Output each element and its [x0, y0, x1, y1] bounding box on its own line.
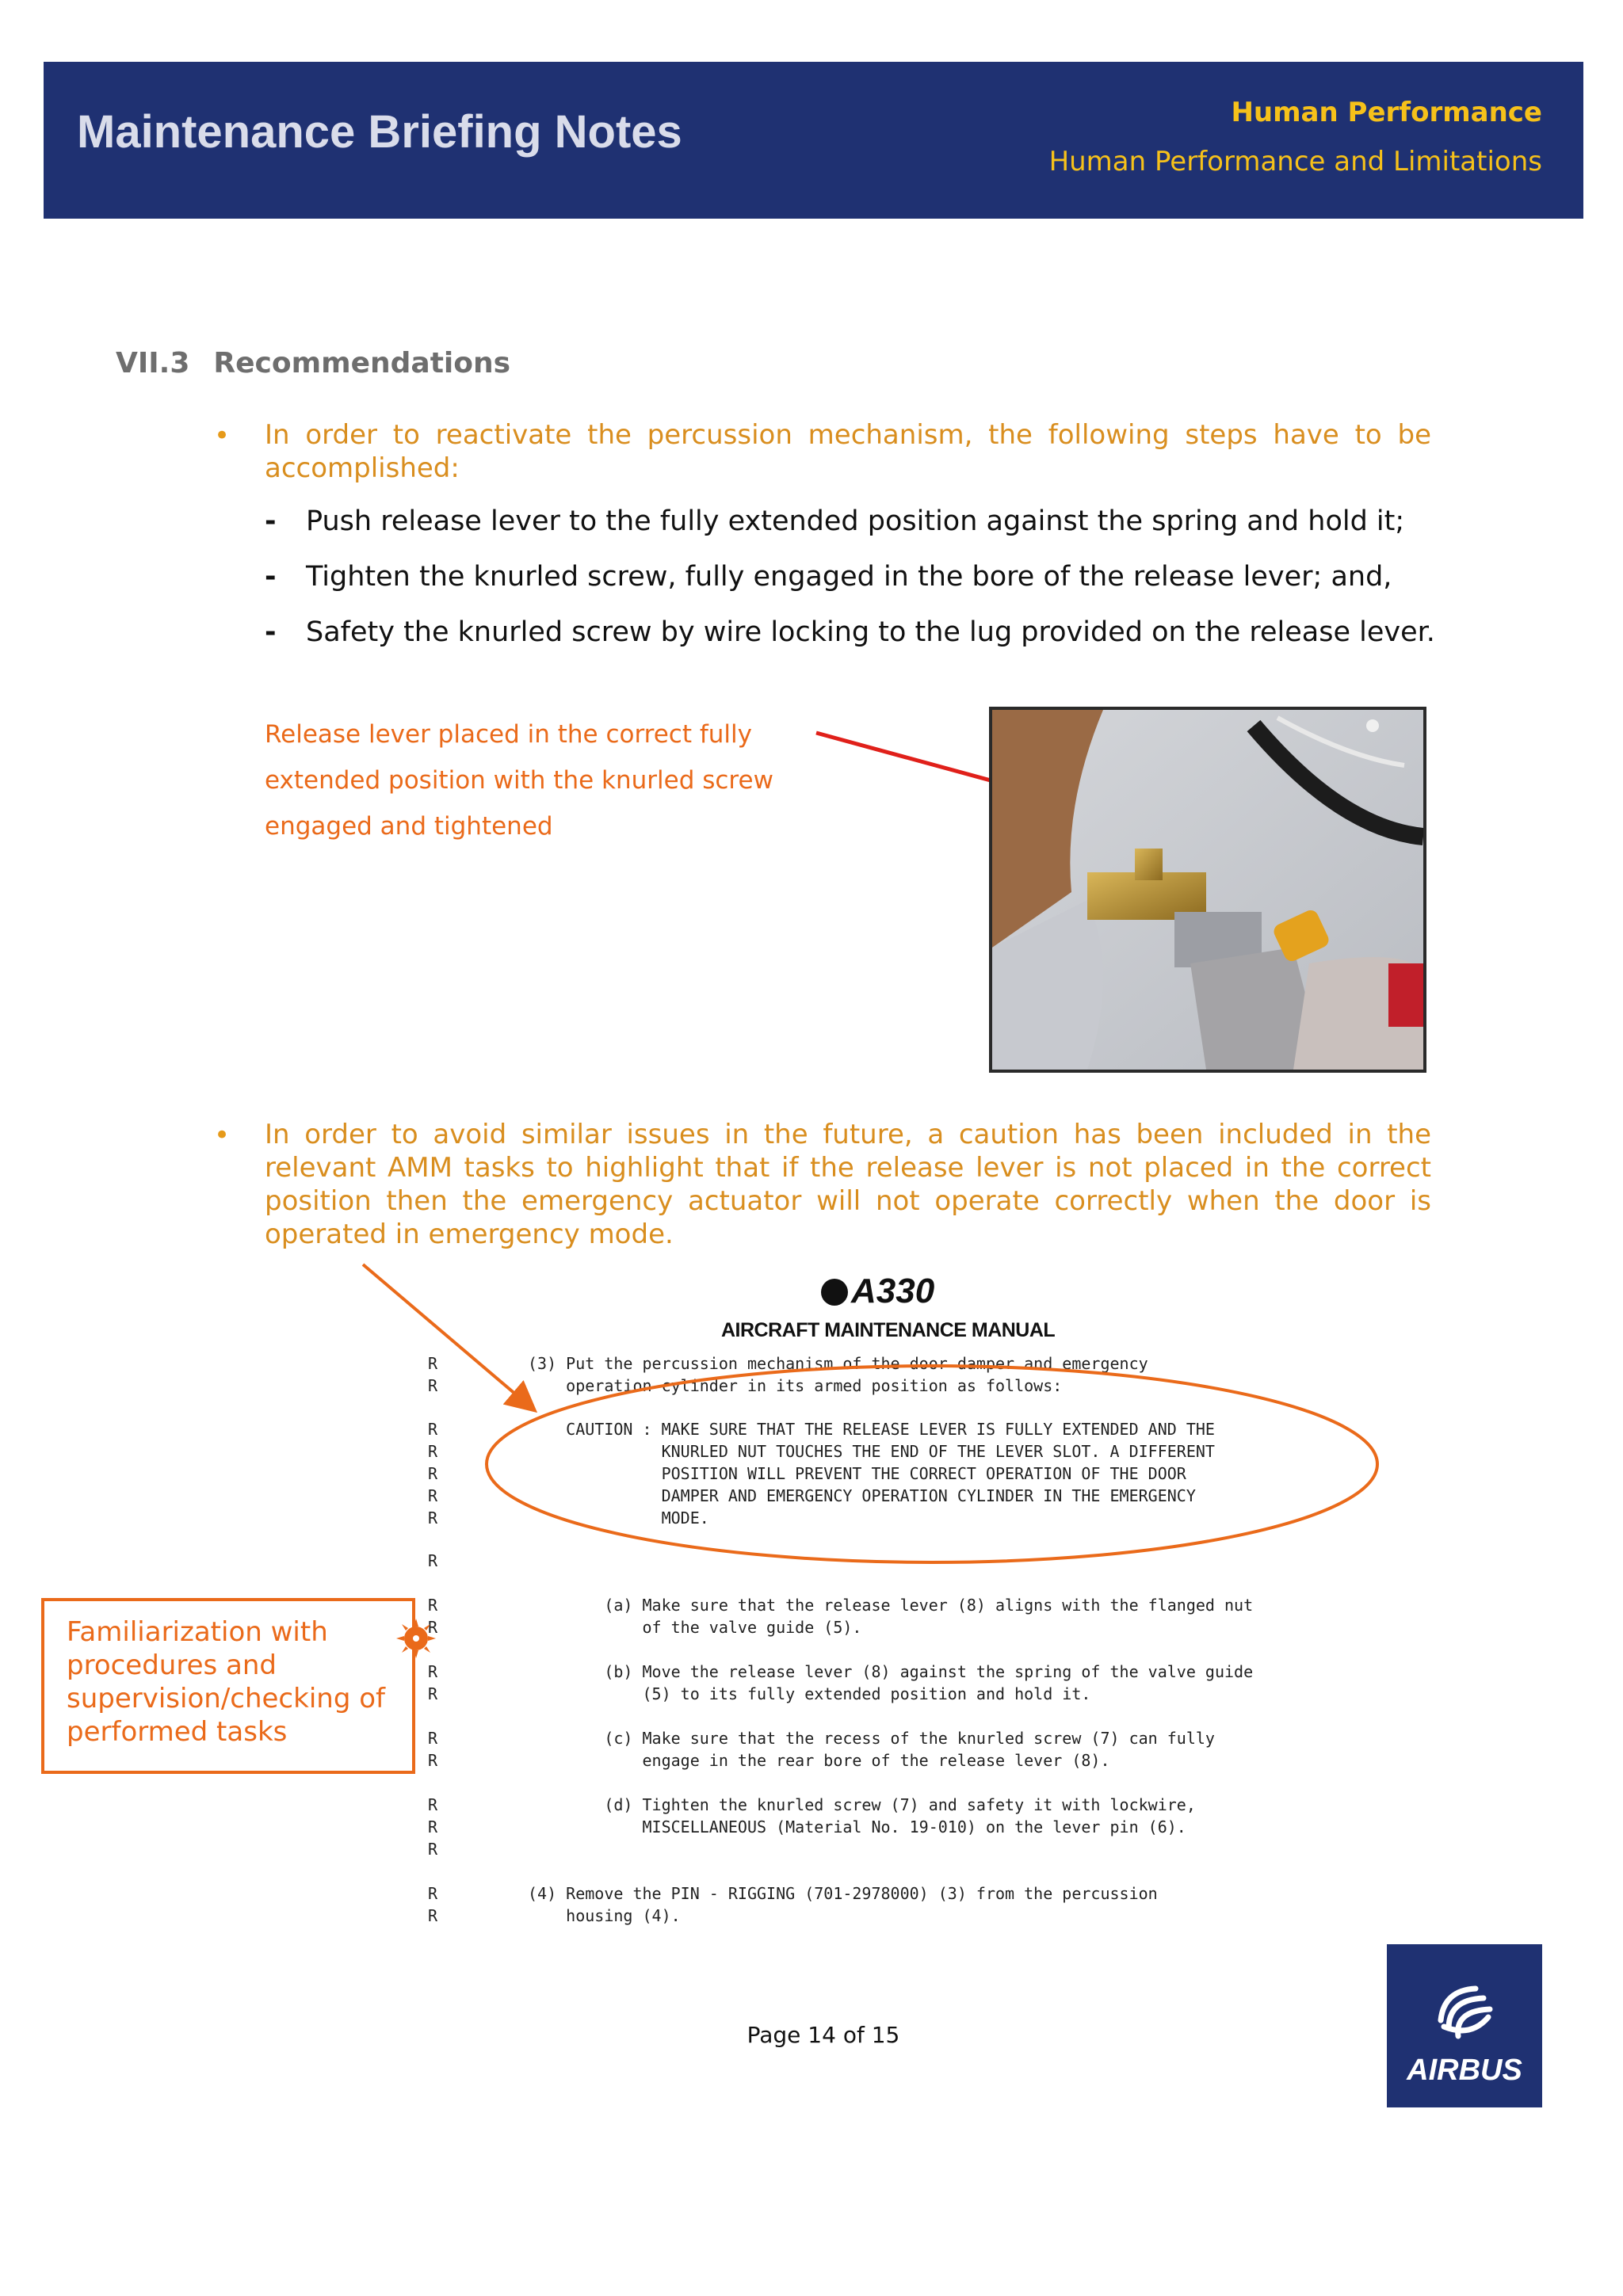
revision-mark: R — [428, 1618, 438, 1637]
document-title: Maintenance Briefing Notes — [77, 106, 682, 158]
amm-manual-title: AIRCRAFT MAINTENANCE MANUAL — [721, 1319, 1056, 1341]
airbus-wordmark: AIRBUS — [1407, 2054, 1522, 2087]
sun-icon — [396, 1619, 436, 1658]
bullet-paragraph-1: In order to reactivate the percussion mechanism, the following steps have to be accomplished: — [265, 419, 1431, 484]
revision-mark: R — [428, 1729, 438, 1748]
revision-mark: R — [428, 1751, 438, 1770]
revision-mark: R — [428, 1376, 438, 1395]
revision-mark: R — [428, 1906, 438, 1925]
revision-mark: R — [428, 1420, 438, 1439]
revision-mark: R — [428, 1508, 438, 1527]
revision-mark: R — [428, 1840, 438, 1859]
header-subtopic: Human Performance and Limitations — [1048, 146, 1542, 177]
caption-line: Release lever placed in the correct fully — [265, 720, 752, 749]
caption-line: extended position with the knurled screw — [265, 766, 773, 795]
bullet-marker: • — [214, 1119, 231, 1151]
amm-line: POSITION WILL PREVENT THE CORRECT OPERATION OF THE DOOR — [528, 1464, 1186, 1483]
airbus-swirl-icon — [1428, 1976, 1501, 2049]
amm-line: (d) Tighten the knurled screw (7) and safety it with lockwire, — [528, 1795, 1196, 1814]
orange-arrow — [363, 1264, 533, 1409]
step-text: Tighten the knurled screw, fully engaged in the bore of the release lever; and, — [306, 561, 1392, 593]
step-item: - Tighten the knurled screw, fully engaged in the bore of the release lever; and, — [265, 561, 1392, 593]
amm-line: (3) Put the percussion mechanism of the door damper and emergency — [528, 1354, 1148, 1373]
revision-mark: R — [428, 1795, 438, 1814]
caption-line: engaged and tightened — [265, 812, 553, 841]
callout-box — [41, 1598, 415, 1774]
revision-mark: R — [428, 1486, 438, 1505]
amm-line: DAMPER AND EMERGENCY OPERATION CYLINDER IN THE EMERGENCY — [528, 1486, 1196, 1505]
amm-line: (5) to its fully extended position and hold it. — [528, 1684, 1091, 1703]
amm-line: MODE. — [528, 1508, 709, 1527]
amm-line: (c) Make sure that the recess of the knurled screw (7) can fully — [528, 1729, 1215, 1748]
revision-mark: R — [428, 1684, 438, 1703]
revision-mark: R — [428, 1884, 438, 1903]
step-text: Push release lever to the fully extended position against the spring and hold it; — [306, 505, 1405, 537]
caution-ellipse — [487, 1366, 1377, 1562]
callout-text: Familiarization with procedures and supervision/checking of performed tasks — [67, 1616, 385, 1748]
bullet-paragraph-2: In order to avoid similar issues in the future, a caution has been included in the relevant AMM tasks to highlight that if the release lever is not placed in the correct position then the emergency actuator will not operate correctly when the door is operated in emergency mode. — [265, 1119, 1431, 1250]
amm-line: engage in the rear bore of the release lever (8). — [528, 1751, 1110, 1770]
amm-line: (b) Move the release lever (8) against the spring of the valve guide — [528, 1662, 1254, 1681]
section-title: Recommendations — [213, 347, 511, 379]
amm-line: CAUTION : MAKE SURE THAT THE RELEASE LEVER IS FULLY EXTENDED AND THE — [528, 1420, 1215, 1439]
revision-mark: R — [428, 1596, 438, 1615]
airbus-logo — [1387, 1944, 1542, 2107]
amm-line: housing (4). — [528, 1906, 681, 1925]
revision-mark: R — [428, 1551, 438, 1570]
section-number: VII.3 — [116, 347, 190, 379]
amm-aircraft-title: A330 — [821, 1272, 934, 1311]
page-number: Page 14 of 15 — [747, 2022, 900, 2048]
revision-mark: R — [428, 1817, 438, 1836]
release-lever-photo — [989, 707, 1426, 1073]
amm-line: MISCELLANEOUS (Material No. 19-010) on the lever pin (6). — [528, 1817, 1186, 1836]
amm-line: (a) Make sure that the release lever (8) aligns with the flanged nut — [528, 1596, 1254, 1615]
step-text: Safety the knurled screw by wire locking to the lug provided on the release lever. — [306, 616, 1435, 648]
caution-highlight — [0, 1228, 1623, 1577]
amm-line: of the valve guide (5). — [528, 1618, 862, 1637]
amm-line: KNURLED NUT TOUCHES THE END OF THE LEVER SLOT. A DIFFERENT — [528, 1442, 1215, 1461]
step-item: - Safety the knurled screw by wire locking to the lug provided on the release lever. — [265, 616, 1435, 648]
revision-mark: R — [428, 1662, 438, 1681]
amm-line: operation cylinder in its armed position as follows: — [528, 1376, 1063, 1395]
bullet-marker: • — [214, 420, 231, 452]
revision-mark: R — [428, 1464, 438, 1483]
revision-mark: R — [428, 1442, 438, 1461]
step-item: - Push release lever to the fully extended position against the spring and hold it; — [265, 505, 1405, 537]
revision-mark: R — [428, 1354, 438, 1373]
amm-line: (4) Remove the PIN - RIGGING (701-2978000) (3) from the percussion — [528, 1884, 1158, 1903]
header-topic: Human Performance — [1231, 97, 1542, 128]
